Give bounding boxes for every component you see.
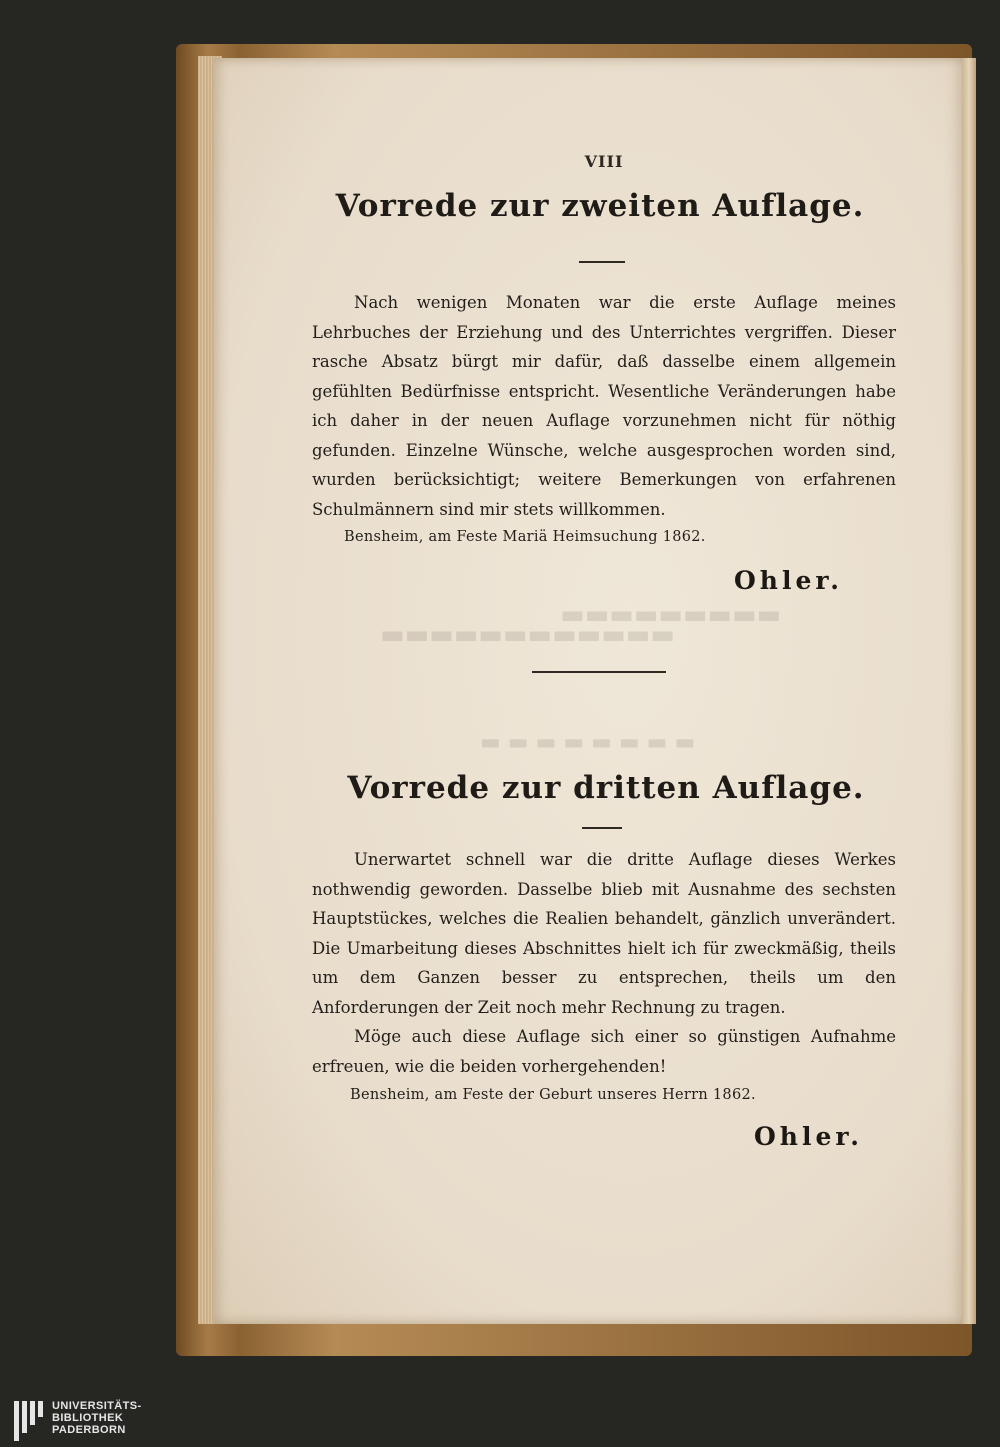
preface-text: Unerwartet schnell war die dritte Auflage dieses Werkes nothwendig geworden. Dasselbe blieb mit Ausnahme des sechsten Hauptstückes, welches die Realien behandelt, gänzlich unverändert. Die Umarbeitung dieses Abschnittes hielt ich für zweckmäßig, theils um dem Ganzen besser zu entsprechen, theils um den Anforderungen der Zeit noch mehr Rechnung zu tragen. — [312, 850, 896, 1017]
section-title-second-edition: Vorrede zur zweiten Auflage. — [335, 188, 865, 224]
library-logo-icon — [14, 1401, 48, 1441]
preface-paragraph — [312, 288, 896, 524]
book-spine — [962, 58, 976, 1324]
title-divider — [579, 261, 625, 263]
author-signature: Ohler. — [754, 1122, 863, 1151]
section-divider — [532, 671, 666, 673]
bleed-through: ▬▬▬▬▬▬▬▬▬ — [560, 600, 782, 630]
preface-text: Möge auch diese Auflage sich einer so günstigen Aufnahme erfreuen, wie die beiden vorhergehenden! — [312, 1027, 896, 1076]
place-date-line: Bensheim, am Feste Mariä Heimsuchung 1862. — [344, 529, 706, 545]
bleed-through: ▬▬▬▬▬▬▬▬▬▬▬▬ — [380, 620, 675, 650]
preface-paragraph — [312, 845, 896, 1081]
place-date-line: Bensheim, am Feste der Geburt unseres Herrn 1862. — [350, 1087, 756, 1103]
library-name-line2: BIBLIOTHEK — [52, 1412, 124, 1424]
library-name-line3: PADERBORN — [52, 1424, 126, 1436]
author-signature: Ohler. — [734, 566, 843, 595]
title-divider — [582, 827, 622, 829]
page-number: VIII — [584, 152, 624, 171]
library-name-line1: UNIVERSITÄTS- — [52, 1400, 142, 1412]
section-title-third-edition: Vorrede zur dritten Auflage. — [347, 770, 865, 806]
bleed-through: ▬ ▬ ▬ ▬ ▬ ▬ ▬ ▬ — [480, 730, 696, 755]
library-footer — [0, 1396, 1000, 1447]
preface-text: Nach wenigen Monaten war die erste Auflage meines Lehrbuches der Erziehung und des Unterrichtes vergriffen. Dieser rasche Absatz bürgt mir dafür, daß dasselbe einem allgemein gefühlten Bedürfnisse entspricht. Wesentliche Veränderungen habe ich daher in der neuen Auflage vorzunehmen nicht für nöthig gefunden. Einzelne Wünsche, welche ausgesprochen worden sind, wurden berücksichtigt; weitere Bemerkungen von erfahrenen Schulmännern sind mir stets willkommen. — [312, 293, 896, 519]
